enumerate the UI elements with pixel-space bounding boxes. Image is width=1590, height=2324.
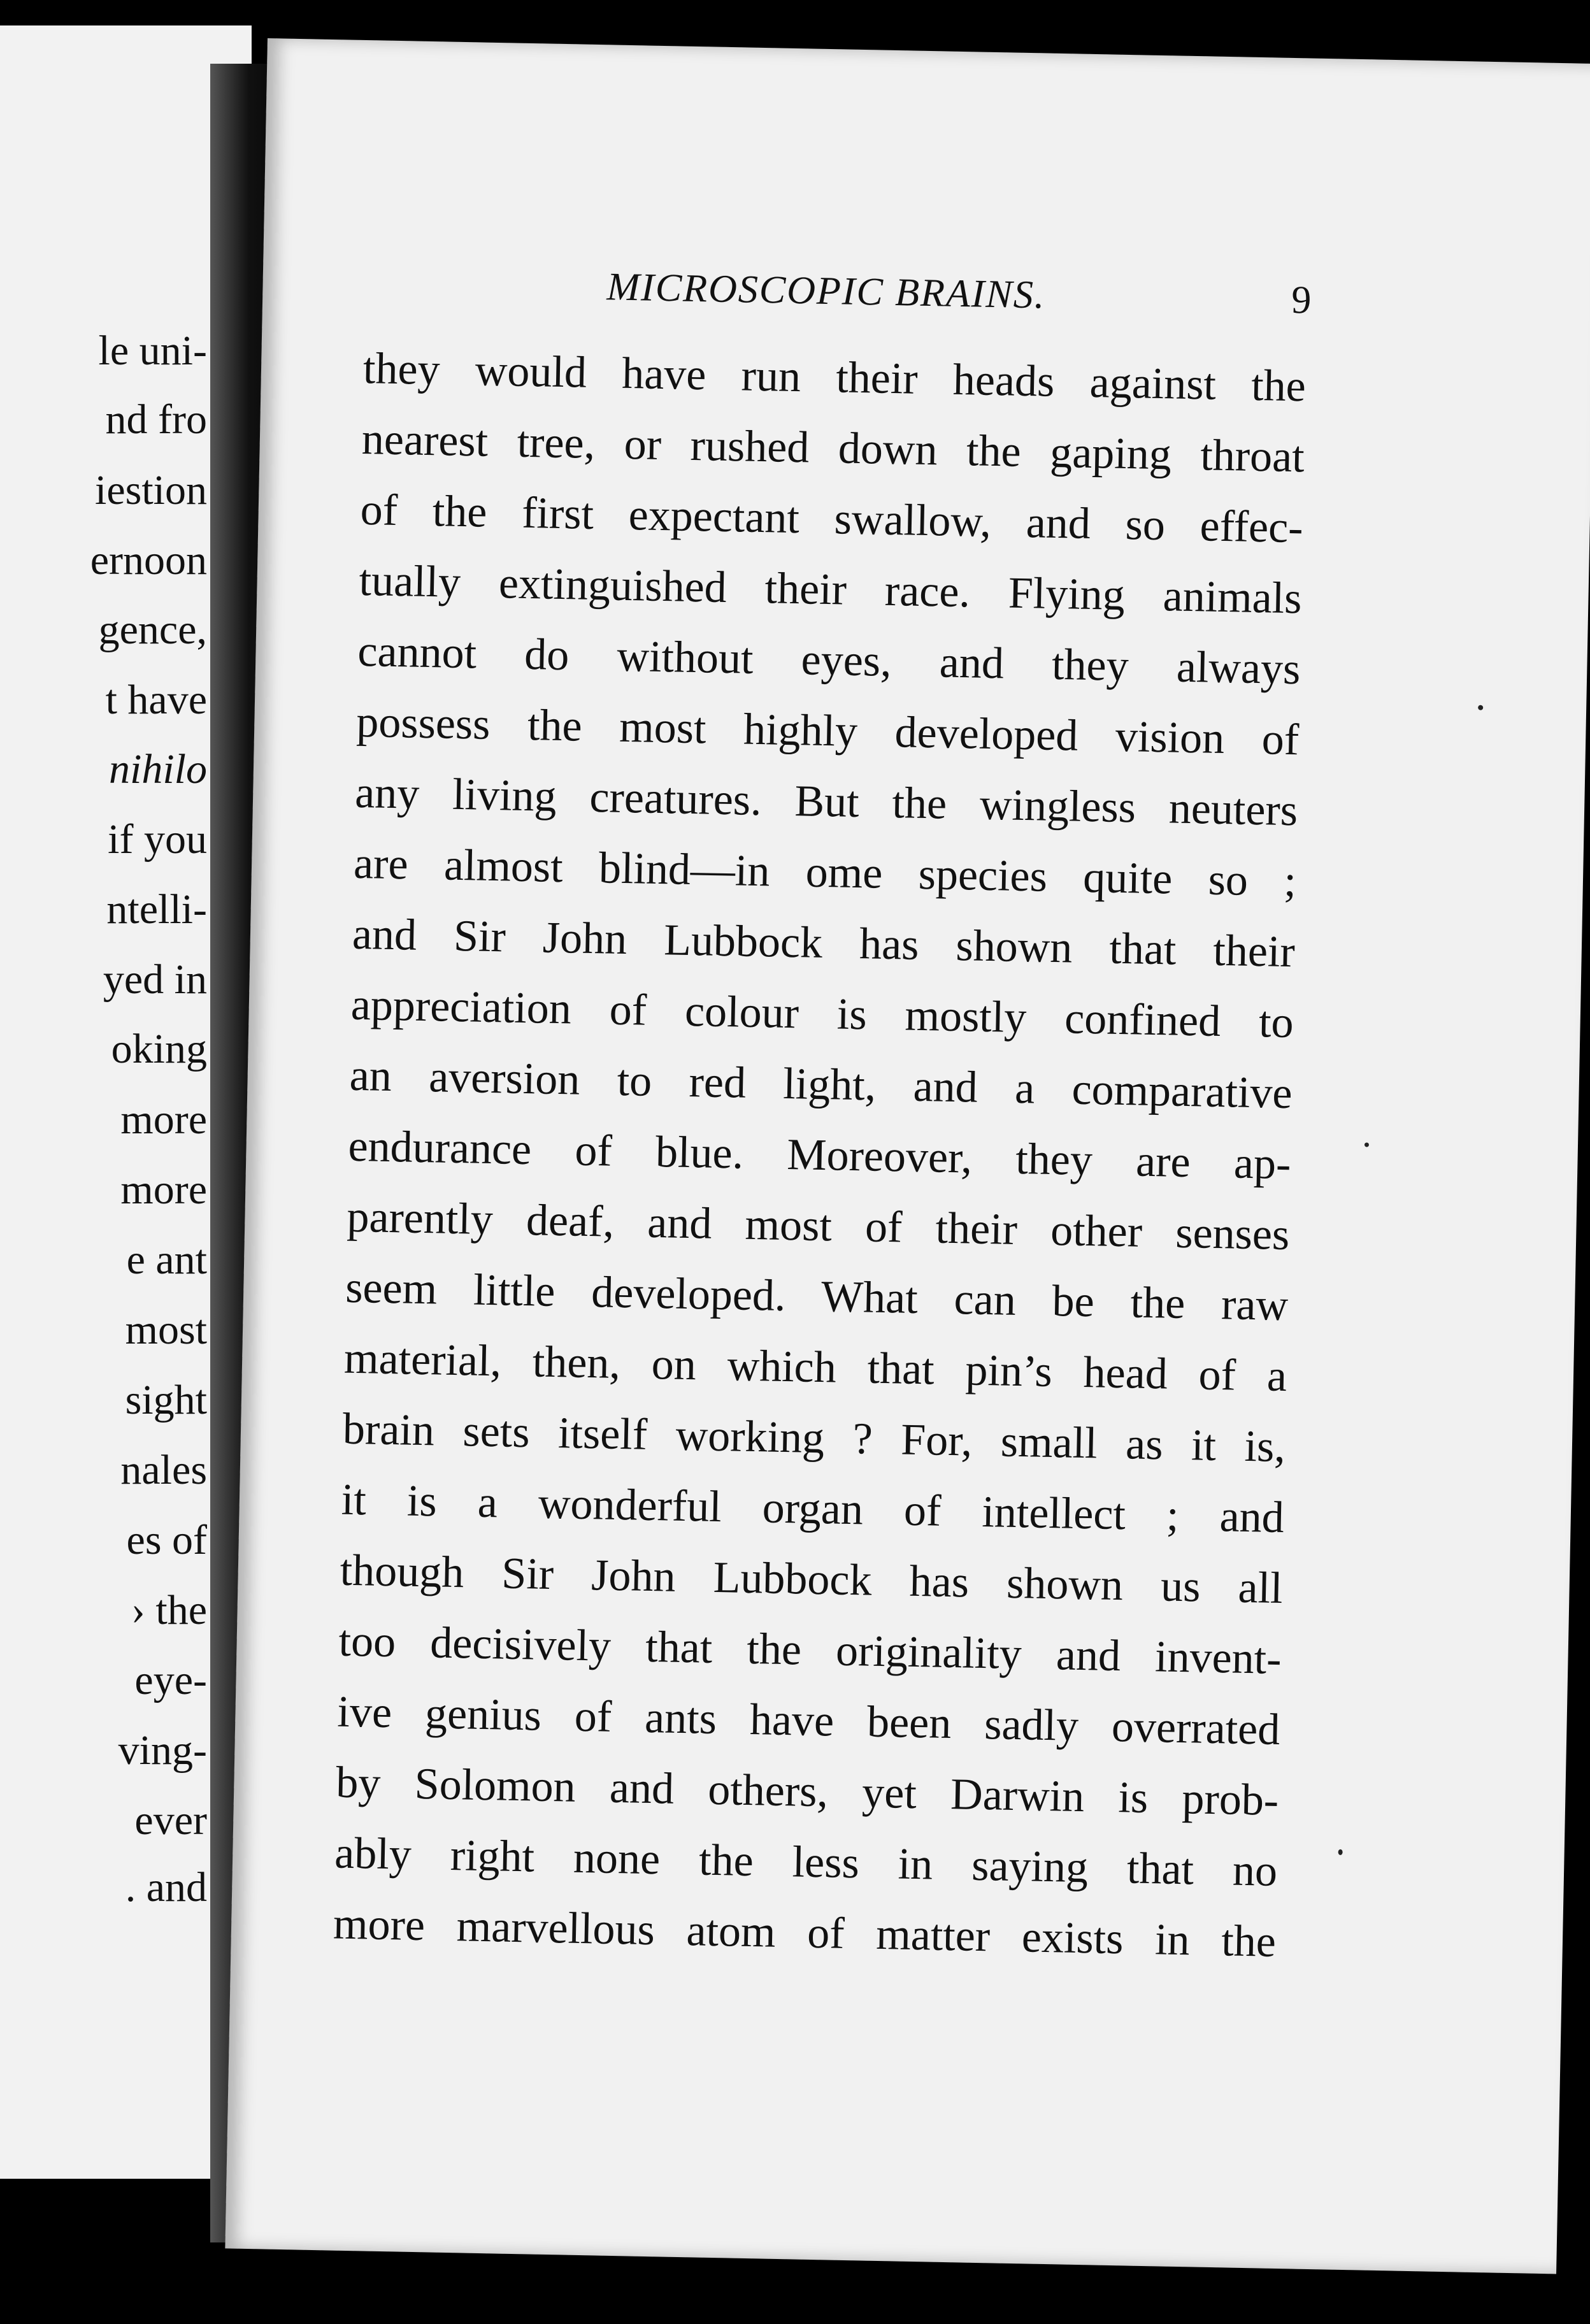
left-page-line: t have <box>105 677 207 723</box>
body-line: ably right none the less in saying that no <box>334 1828 1278 1896</box>
left-page-line: oking <box>111 1026 207 1072</box>
body-line: any living creatures. But the wingless neuters <box>354 768 1298 836</box>
body-line: tually extinguished their race. Flying animals <box>358 556 1303 624</box>
body-line: nearest tree, or rushed down the gaping throat <box>361 414 1305 482</box>
scan-speck <box>1338 1849 1343 1855</box>
page-number: 9 <box>1291 278 1312 322</box>
left-page-line: most <box>125 1307 207 1353</box>
left-page-line: e ant <box>126 1237 207 1283</box>
right-main-page <box>225 38 1590 2274</box>
body-line: seem little developed. What can be the raw <box>345 1263 1289 1331</box>
left-page-line: . and <box>125 1864 207 1911</box>
body-line: parently deaf, and most of their other senses <box>346 1192 1290 1260</box>
body-line: more marvellous atom of matter exists in the <box>333 1899 1277 1967</box>
left-page-line: iestion <box>95 467 207 513</box>
left-page-line: ever <box>134 1797 207 1844</box>
body-line: they would have run their heads against the <box>362 343 1307 412</box>
left-page-line: more <box>120 1096 207 1143</box>
scan-speck <box>1478 705 1483 710</box>
body-line: cannot do without eyes, and they always <box>357 626 1301 694</box>
left-page-line: eye- <box>134 1657 207 1704</box>
body-line: appreciation of colour is mostly confined to <box>350 980 1294 1048</box>
running-head: MICROSCOPIC BRAINS. <box>606 265 1047 317</box>
scan-speck <box>1364 1142 1369 1147</box>
body-line: brain sets itself working ? For, small as it is, <box>342 1404 1286 1472</box>
left-page-line: ernoon <box>90 537 207 584</box>
body-line: of the first expectant swallow, and so effec- <box>360 485 1304 553</box>
left-page-line: le uni- <box>98 327 207 374</box>
left-page-line: sight <box>125 1377 207 1423</box>
left-page-line: gence, <box>98 606 207 653</box>
left-page-line: nd fro <box>105 396 207 443</box>
body-line: too decisively that the originality and invent- <box>338 1616 1282 1684</box>
left-page-line: ving- <box>118 1727 207 1774</box>
left-page-line: ntelli- <box>106 886 207 933</box>
left-page-line: es of <box>126 1517 207 1563</box>
left-page-line: more <box>120 1166 207 1213</box>
body-line: though Sir John Lubbock has shown us all <box>340 1546 1284 1614</box>
body-line: and Sir John Lubbock has shown that their <box>352 909 1296 977</box>
body-line: possess the most highly developed vision of <box>355 697 1300 765</box>
body-text <box>333 333 1307 1977</box>
left-page-line: if you <box>108 816 207 863</box>
body-line: by Solomon and others, yet Darwin is prob- <box>335 1758 1279 1825</box>
left-page-line: › the <box>131 1587 207 1633</box>
body-line: material, then, on which that pin’s head of a <box>343 1333 1287 1402</box>
body-line: endurance of blue. Moreover, they are ap- <box>347 1121 1292 1189</box>
body-line: it is a wonderful organ of intellect ; and <box>341 1475 1285 1543</box>
left-page-line: nales <box>120 1447 207 1493</box>
left-page-line: nihilo <box>108 746 207 793</box>
body-line: are almost blind—in ome species quite so ; <box>353 838 1297 907</box>
body-line: an aversion to red light, and a comparative <box>349 1051 1293 1119</box>
left-page-line: yed in <box>103 956 207 1003</box>
body-line: ive genius of ants have been sadly overrated <box>336 1687 1281 1754</box>
